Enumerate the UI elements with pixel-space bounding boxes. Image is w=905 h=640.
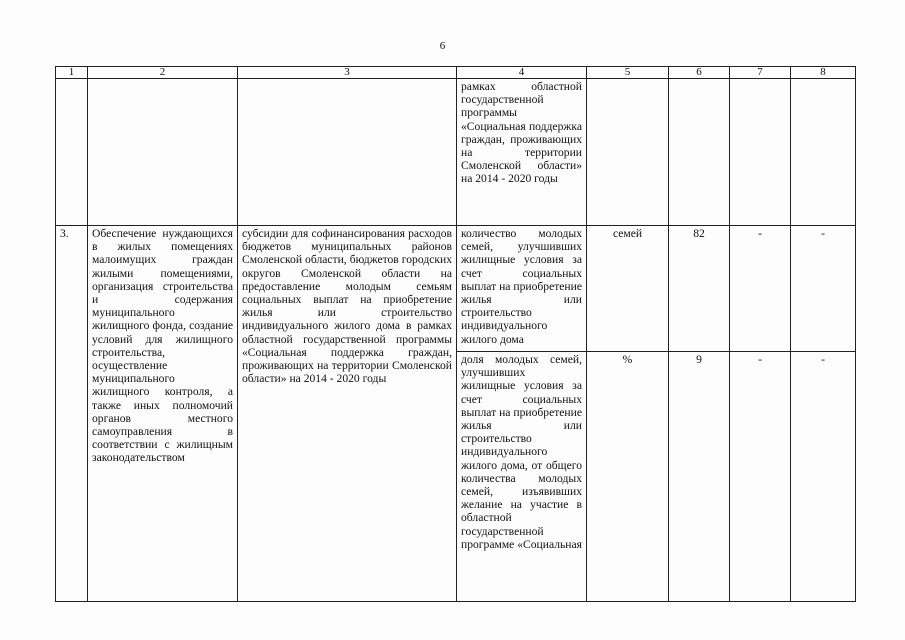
- column-header-3: 3: [238, 67, 457, 79]
- continued-row: [56, 79, 856, 226]
- page-number: 6: [439, 40, 446, 52]
- column-header-1: 1: [56, 67, 88, 79]
- indicator-name-1: количество молодых семей, улучшивших жилищные условия за счет социальных выплат на приобретение жилья или строительство индивидуального жилого дома: [457, 226, 587, 352]
- indicator-unit-1: семей: [587, 226, 669, 352]
- column-header-7: 7: [730, 67, 791, 79]
- column-header-2: 2: [88, 67, 238, 79]
- row-number: 3.: [56, 226, 88, 602]
- column-header-5: 5: [587, 67, 669, 79]
- header-row: [56, 67, 856, 79]
- continued-cell-8: [791, 79, 856, 226]
- continued-cell-5: [587, 79, 669, 226]
- indicator-unit-2: %: [587, 352, 669, 602]
- continued-indicator-text: рамках областной государственной программы «Социальная поддержка граждан, проживающих на территории Смоленской области» на 2014 - 2020 годы: [457, 79, 587, 226]
- indicator-col8-1: -: [791, 226, 856, 352]
- indicator-value-2: 9: [669, 352, 730, 602]
- indicator-col7-2: -: [730, 352, 791, 602]
- indicator-col8-2: -: [791, 352, 856, 602]
- indicator-value-1: 82: [669, 226, 730, 352]
- instrument-description: субсидии для софинансирования расходов бюджетов муниципальных районов Смоленской области, бюджетов городских округов Смоленской области на предоставление молодым семьям социальных выплат на приобретение жилья или строительство индивидуального жилого дома в рамках областной государственной программы «Социальная поддержка граждан, проживающих на территории Смоленской области» на 2014 - 2020 годы: [238, 226, 457, 602]
- continued-cell-7: [730, 79, 791, 226]
- column-header-6: 6: [669, 67, 730, 79]
- table-row: [56, 226, 856, 352]
- continued-cell-1: [56, 79, 88, 226]
- column-header-4: 4: [457, 67, 587, 79]
- indicator-col7-1: -: [730, 226, 791, 352]
- document-table: [55, 66, 856, 602]
- continued-cell-3: [238, 79, 457, 226]
- column-header-8: 8: [791, 67, 856, 79]
- continued-cell-6: [669, 79, 730, 226]
- task-description: Обеспечение нуждающихся в жилых помещениях малоимущих граждан жилыми помещениями, организация строительства и содержания муниципального жилищного фонда, создание условий для жилищного строительства, осуществление муниципального жилищного контроля, а также иных полномочий органов местного самоуправления в соответствии с жилищным законодательством: [88, 226, 238, 602]
- indicator-name-2: доля молодых семей, улучшивших жилищные условия за счет социальных выплат на приобретение жилья или строительство индивидуального жилого дома, от общего количества молодых семей, изъявивших желание на участие в областной государственной программе «Социальная: [457, 352, 587, 602]
- continued-cell-2: [88, 79, 238, 226]
